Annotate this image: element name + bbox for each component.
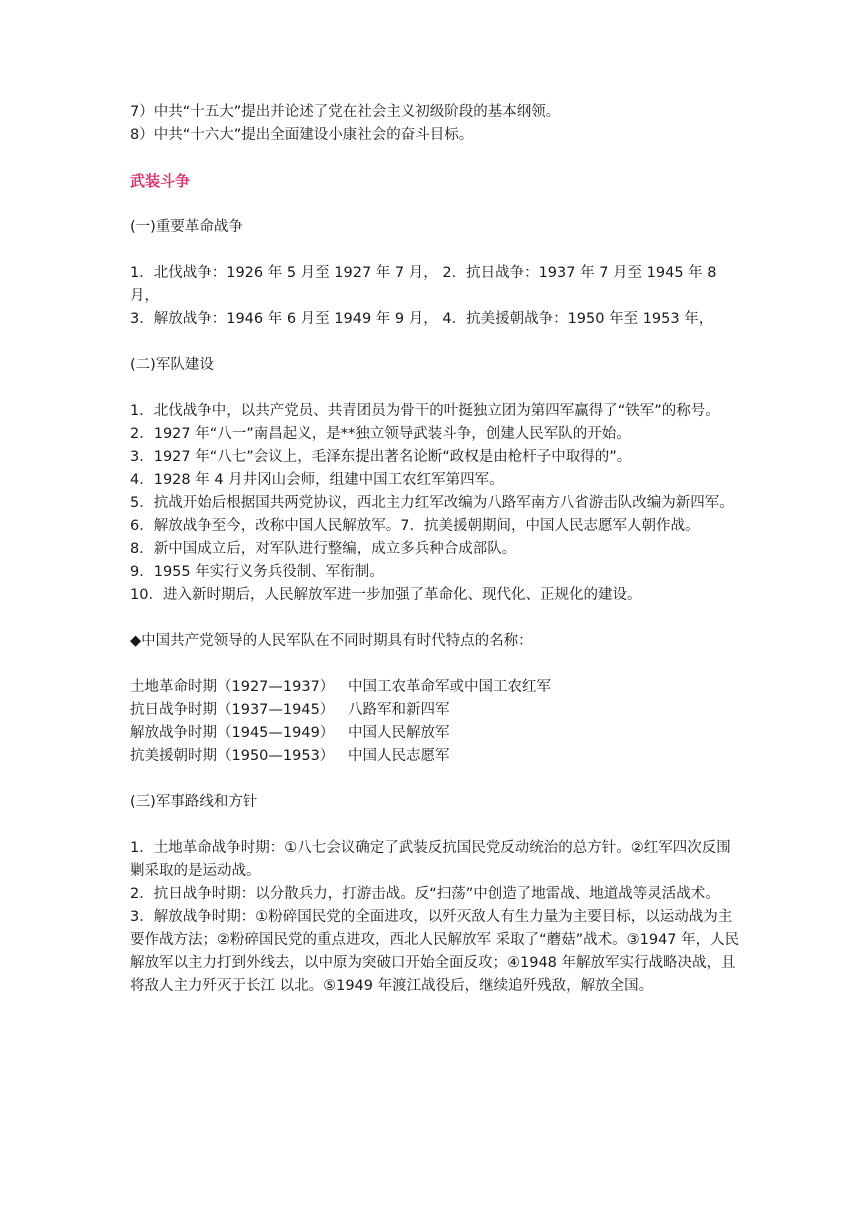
spacer: [130, 653, 740, 676]
part2-line: 3．1927 年“八七”会议上，毛泽东提出著名论断“政权是由枪杆子中取得的”。: [130, 449, 632, 465]
period-name: 抗美援朝时期（1950—1953）: [130, 748, 335, 764]
part1-title: (一)重要革命战争: [130, 219, 243, 235]
part1-line: 3．解放战争：1946 年 6 月至 1949 年 9 月， 4．抗美援朝战争：1950 年至 1953 年，: [130, 311, 714, 327]
period-row: [130, 699, 740, 722]
spacer: [130, 331, 740, 354]
section-title: 武装斗争: [130, 172, 191, 190]
intro-line-7: 7）中共“十五大”提出并论述了党在社会主义初级阶段的基本纲领。: [130, 104, 561, 120]
part3-title: (三)军事路线和方针: [130, 794, 258, 810]
part2-line: 8．新中国成立后，对军队进行整编，成立多兵种合成部队。: [130, 541, 517, 557]
spacer: [130, 147, 740, 170]
period-name: 解放战争时期（1945—1949）: [130, 725, 335, 741]
spacer: [130, 239, 740, 262]
part2-line: 2．1927 年“八一”南昌起义，是**独立领导武装斗争，创建人民军队的开始。: [130, 426, 631, 442]
part2-line: 9．1955 年实行义务兵役制、军衔制。: [130, 564, 384, 580]
spacer: [130, 377, 740, 400]
part2-line: 5．抗战开始后根据国共两党协议，西北主力红军改编为八路军南方八省游击队改编为新四军。: [130, 495, 734, 511]
period-name: 土地革命时期（1927—1937）: [130, 679, 335, 695]
period-army: 中国人民解放军: [348, 725, 450, 741]
period-row: [130, 745, 740, 768]
part1-line: 1．北伐战争：1926 年 5 月至 1927 年 7 月， 2．抗日战争：1937 年 7 月至 1945 年 8 月，: [130, 265, 717, 304]
spacer: [130, 814, 740, 837]
part2-title: (二)军队建设: [130, 357, 214, 373]
spacer: [130, 193, 740, 216]
part2-line: 1．北伐战争中，以共产党员、共青团员为骨干的叶挺独立团为第四军赢得了“铁军”的称号。: [130, 403, 720, 419]
part3-line: 2．抗日战争时期：以分散兵力，打游击战。反“扫荡”中创造了地雷战、地道战等灵活战术。: [130, 886, 720, 902]
period-row: [130, 676, 740, 699]
part3-line: 3．解放战争时期：①粉碎国民党的全面进攻，以歼灭敌人有生力量为主要目标，以运动战为主要作战方法；②粉碎国民党的重点进攻，西北人民解放军 采取了“蘑菇”战术。③1947 年，人民解放军以主力打到外线去，以中原为突破口开始全面反攻；④1948 年解放军实行战略决战，且将敌人主力歼灭于长江 以北。⑤1949 年渡江战役后，继续追歼残敌，解放全国。: [130, 909, 740, 994]
period-name: 抗日战争时期（1937—1945）: [130, 702, 335, 718]
intro-line-8: 8）中共“十六大”提出全面建设小康社会的奋斗目标。: [130, 127, 474, 143]
part2-line: 4．1928 年 4 月井冈山会师，组建中国工农红军第四军。: [130, 472, 504, 488]
army-names-intro: ◆中国共产党领导的人民军队在不同时期具有时代特点的名称：: [130, 633, 533, 649]
period-army: 中国人民志愿军: [348, 748, 450, 764]
period-row: [130, 722, 740, 745]
period-army: 中国工农革命军或中国工农红军: [348, 679, 551, 695]
spacer: [130, 768, 740, 791]
part3-line: 1．土地革命战争时期：①八七会议确定了武装反抗国民党反动统治的总方针。②红军四次反围剿采取的是运动战。: [130, 840, 731, 879]
part2-line: 6．解放战争至今，改称中国人民解放军。7．抗美援朝期间，中国人民志愿军人朝作战。: [130, 518, 700, 534]
part2-line: 10．进入新时期后，人民解放军进一步加强了革命化、现代化、正规化的建设。: [130, 587, 642, 603]
spacer: [130, 607, 740, 630]
period-army: 八路军和新四军: [348, 702, 450, 718]
